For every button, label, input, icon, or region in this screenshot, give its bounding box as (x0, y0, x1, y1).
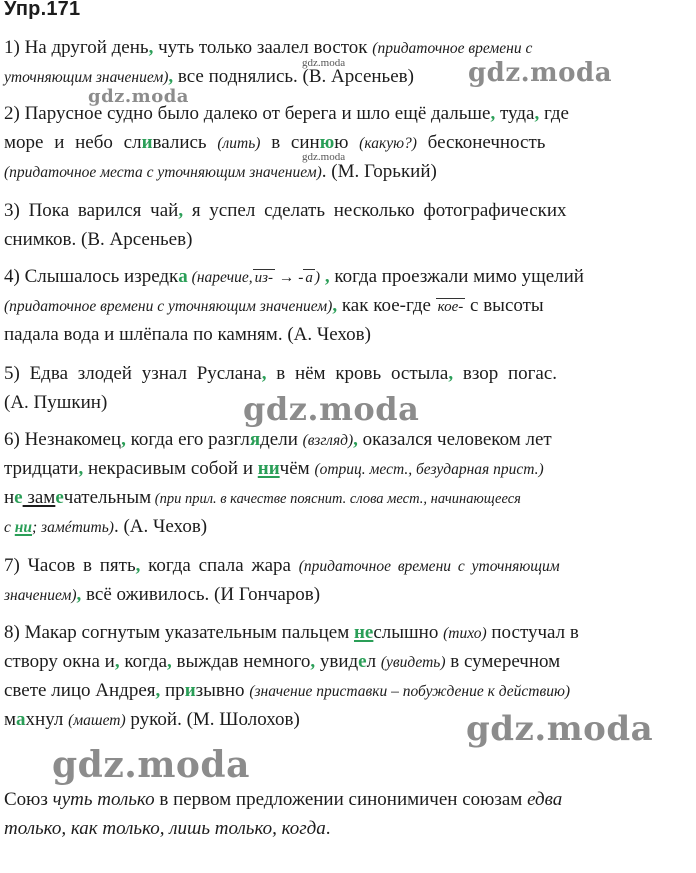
sentence-2-line-2: море и небо сливались (лить) в синюю (какую?) бесконечность (4, 132, 546, 153)
sentence-4-line-1: 4) Слышалось изредка (наречие, из- → - а ) , когда проезжали мимо ущелий (4, 266, 584, 287)
watermark: gdz.moda (243, 390, 420, 428)
sentence-5-line-1: 5) Едва злодей узнал Руслана, в нём кровь остыла, взор погас. (4, 363, 558, 384)
sentence-6-line-3: не замечательным (при прил. в качестве пояснит. слова мест., начинающееся (4, 487, 521, 508)
sentence-8-line-4: махнул (машет) рукой. (М. Шолохов) (4, 709, 300, 730)
watermark-small: gdz.moda (302, 151, 346, 163)
sentence-7-line-1: 7) Часов в пять, когда спала жара (придаточное времени с уточняющим (4, 555, 560, 576)
sentence-1-line-1: 1) На другой день, чуть только заалел восток (придаточное времени с (4, 37, 533, 58)
morpheme-prefix-mark: из- (254, 270, 273, 286)
sentence-6-line-2: тридцати, некрасивым собой и ничём (отриц. мест., безударная прист.) (4, 458, 544, 479)
watermark: gdz.moda (468, 58, 613, 88)
watermark: gdz.moda (88, 86, 189, 107)
grammar-note: уточняющим значением) (4, 69, 169, 86)
morpheme-prefix-mark: кое- (437, 299, 464, 315)
sentence-4-line-3: падала вода и шлёпала по камням. (А. Чехов) (4, 324, 371, 345)
sentence-3-line-2: снимков. (В. Арсеньев) (4, 229, 193, 250)
morpheme-suffix-mark: а (305, 270, 313, 286)
sentence-3-line-1: 3) Пока варился чай, я успел сделать несколько фотографических (4, 200, 567, 221)
conclusion-line-1: Союз чуть только в первом предложении синонимичен союзам едва (4, 789, 563, 810)
exercise-title: Упр.171 (4, 0, 81, 20)
sentence-7-line-2: значением), всё оживилось. (И Гончаров) (4, 584, 321, 605)
watermark: gdz.moda (466, 709, 654, 749)
sentence-2-line-1: 2) Парусное судно было далеко от берега и шло ещё дальше, туда, где (4, 103, 569, 124)
sentence-5-line-2: (А. Пушкин) (4, 392, 108, 413)
sentence-6-line-4: с ни; замéтить). (А. Чехов) (4, 516, 208, 537)
sentence-8-line-2: створу окна и, когда, выждав немного, увидел (увидеть) в сумеречном (4, 651, 561, 672)
sentence-4-line-2: (придаточное времени с уточняющим значением), как кое-где кое- с высоты (4, 295, 544, 316)
watermark: gdz.moda (52, 744, 250, 786)
sentence-1-line-2: уточняющим значением), все поднялись. (В. Арсеньев) (4, 66, 414, 87)
conclusion-line-2: только, как только, лишь только, когда. (4, 818, 331, 839)
sentence-2-line-3: (придаточное места с уточняющим значением). (М. Горький) (4, 161, 437, 182)
sentence-8-line-1: 8) Макар согнутым указательным пальцем неслышно (тихо) постучал в (4, 622, 579, 643)
grammar-note: (придаточное времени с (372, 40, 533, 57)
watermark-small: gdz.moda (302, 57, 346, 69)
sentence-8-line-3: свете лицо Андрея, призывно (значение приставки – побуждение к действию) (4, 680, 571, 701)
sentence-6-line-1: 6) Незнакомец, когда его разглядели (взгляд), оказался человеком лет (4, 429, 552, 450)
